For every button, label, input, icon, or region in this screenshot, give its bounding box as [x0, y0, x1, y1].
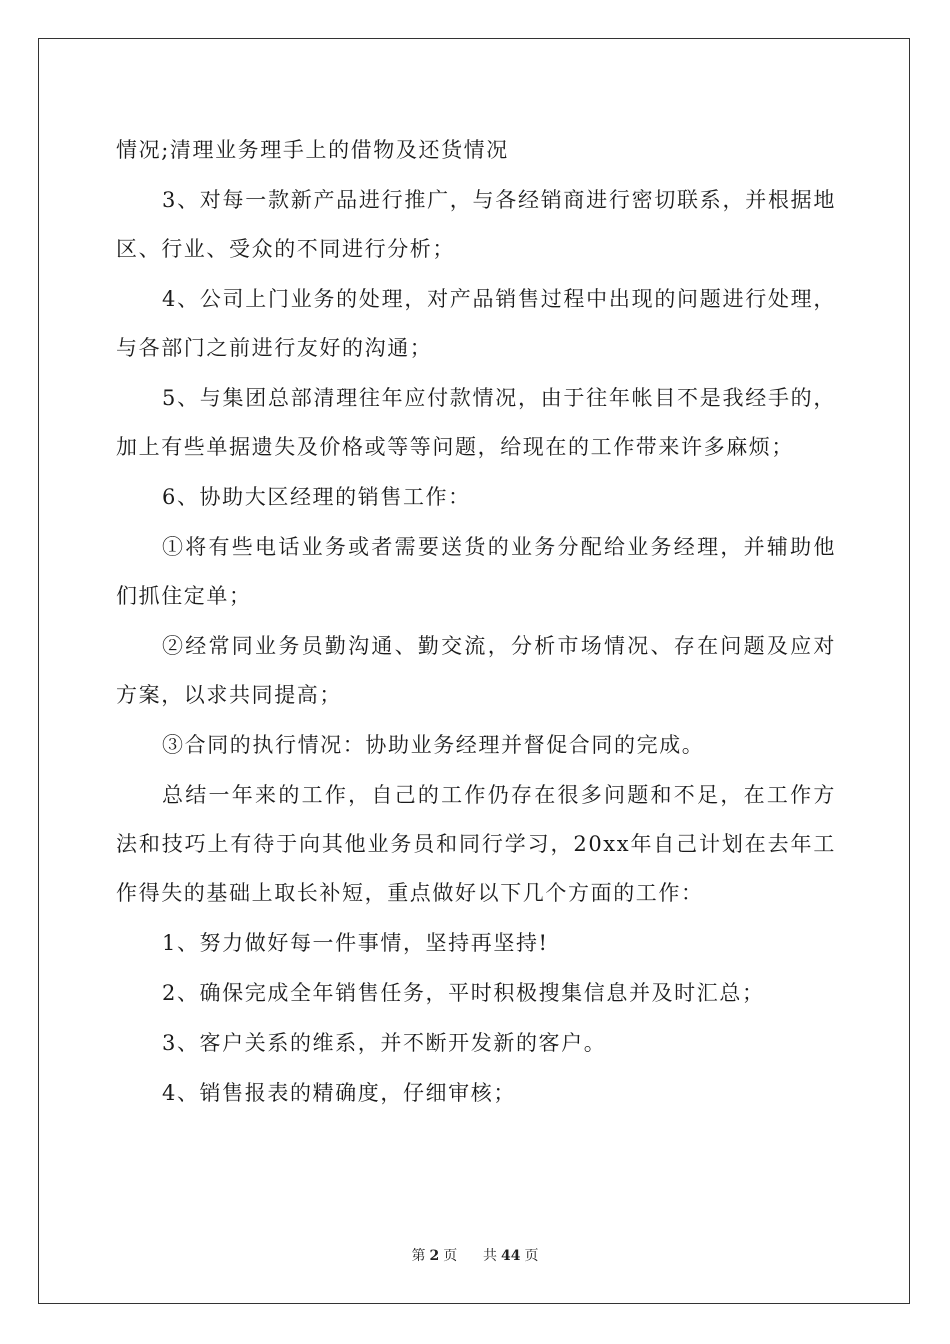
total-suffix: 页 [524, 1248, 539, 1264]
paragraph: 3、对每一款新产品进行推广，与各经销商进行密切联系，并根据地区、行业、受众的不同进行分析； [116, 188, 836, 261]
paragraph: 3、客户关系的维系，并不断开发新的客户。 [162, 1031, 607, 1055]
paragraph: 2、确保完成全年销售任务，平时积极搜集信息并及时汇总； [162, 981, 765, 1005]
page-footer [0, 1245, 950, 1265]
paragraph: 1、努力做好每一件事情，坚持再坚持! [162, 931, 549, 955]
total-prefix: 共 [483, 1248, 498, 1264]
paragraph: ②经常同业务员勤沟通、勤交流，分析市场情况、存在问题及应对方案，以求共同提高； [116, 634, 836, 707]
total-pages: 44 [501, 1248, 521, 1264]
total-pages-indicator [481, 1248, 540, 1264]
document-body [116, 126, 836, 1119]
paragraph: 6、协助大区经理的销售工作： [162, 485, 471, 509]
paragraph: ③合同的执行情况：协助业务经理并督促合同的完成。 [162, 733, 705, 757]
paragraph: 4、公司上门业务的处理，对产品销售过程中出现的问题进行处理，与各部门之前进行友好的沟通； [116, 287, 836, 360]
paragraph: 4、销售报表的精确度，仔细审核； [162, 1081, 516, 1105]
page-prefix: 第 [411, 1248, 426, 1264]
page-number: 2 [429, 1248, 440, 1264]
paragraph: 5、与集团总部清理往年应付款情况，由于往年帐目不是我经手的，加上有些单据遗失及价格或等等问题，给现在的工作带来许多麻烦； [116, 386, 836, 459]
paragraph: ①将有些电话业务或者需要送货的业务分配给业务经理，并辅助他们抓住定单； [116, 535, 836, 608]
page-indicator [409, 1248, 459, 1264]
page-suffix: 页 [443, 1248, 458, 1264]
paragraph: 情况;清理业务理手上的借物及还货情况 [116, 138, 509, 162]
paragraph: 总结一年来的工作，自己的工作仍存在很多问题和不足，在工作方法和技巧上有待于向其他业务员和同行学习，20xx年自己计划在去年工作得失的基础上取长补短，重点做好以下几个方面的工作： [116, 783, 836, 905]
